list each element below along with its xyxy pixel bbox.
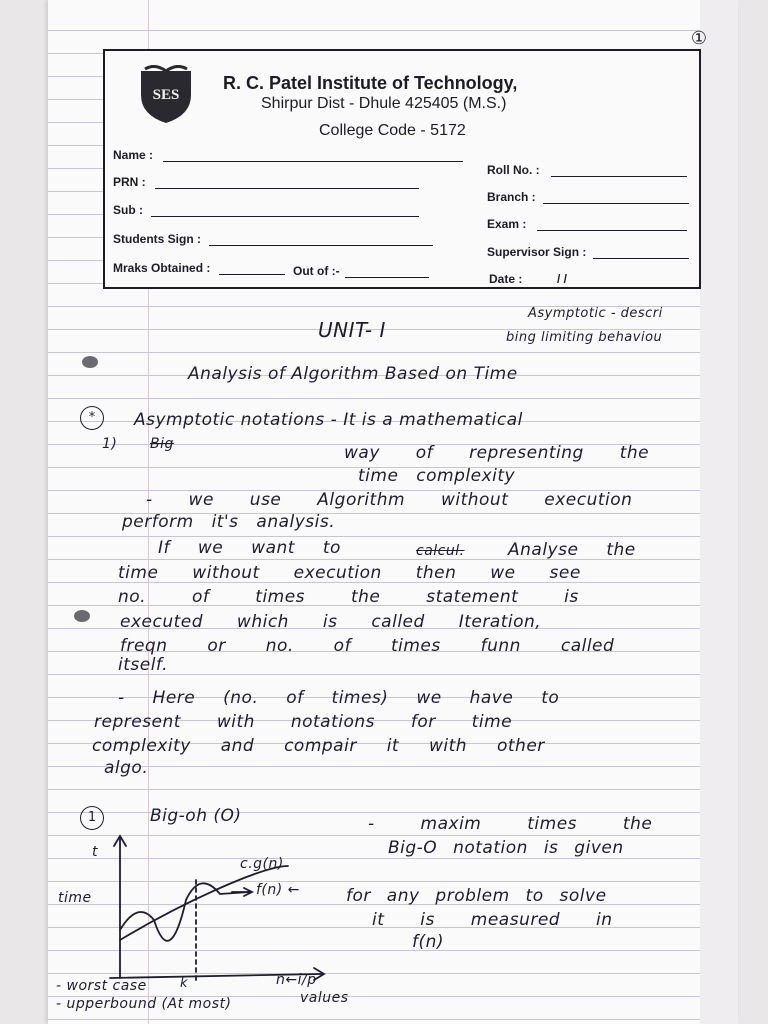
page-edge [700,0,738,1024]
field-line [537,230,687,231]
fn-label: f(n) ← [256,882,300,898]
note-line: no. of times the statement is [118,587,579,607]
k-label: k [180,976,189,991]
field-out-of: Out of :- [293,264,340,278]
note-line: way of representing the [344,443,650,463]
y-axis-label: t [92,844,98,860]
field-branch: Branch : [487,190,536,204]
note-line: complexity and compair it with other [92,736,545,756]
field-prn: PRN : [113,175,146,189]
note-line: Big-O notation is given [388,838,624,858]
punch-hole [82,356,98,368]
graph-note: - worst case [56,978,147,994]
cg-curve [120,866,288,940]
unit-heading: UNIT- I [318,318,386,342]
note-line: freqn or no. of times funn called [120,636,615,656]
institute-address: Shirpur Dist - Dhule 425405 (M.S.) [261,95,507,112]
field-line [345,277,429,278]
x-axis-values-label: values [300,990,349,1006]
field-supervisor-sign: Supervisor Sign : [487,245,587,259]
field-line [593,258,689,259]
field-line [155,188,419,189]
field-marks-obtained: Mraks Obtained : [113,261,211,275]
svg-text:SES: SES [152,87,180,103]
ses-logo [135,65,197,127]
institute-name: R. C. Patel Institute of Technology, [223,73,518,93]
note-line: time without execution then we see [118,563,581,583]
note-line: time complexity [358,466,516,486]
field-name: Name : [113,148,154,162]
note-line: for any problem to solve [346,886,607,906]
struck-word: Big [150,436,174,452]
section-title: Big-oh (O) [150,806,242,826]
note-line: Analyse the [508,540,636,560]
note-line: Asymptotic notations - It is a mathematical [134,410,523,430]
field-roll-no: Roll No. : [487,163,540,177]
institute-header [103,49,701,289]
date-slashes: / / [557,272,568,286]
field-line [219,274,285,275]
field-line [543,203,689,204]
punch-hole [74,610,90,622]
section-number: 1 [80,806,104,830]
y-axis-word: time [58,890,92,906]
star-bullet: * [80,406,104,430]
fn-curve [120,883,250,941]
margin-note: bing limiting behaviou [506,330,663,345]
note-line: perform it's analysis. [122,512,336,532]
page-number-marker: ① [690,28,708,49]
note-line: - we use Algorithm without execution [146,490,633,510]
note-line: algo. [104,758,149,778]
field-line [151,216,419,217]
note-line-number: 1) [102,436,118,452]
field-date: Date : [489,272,523,286]
note-line: represent with notations for time [94,712,513,732]
margin-note: Asymptotic - descri [528,306,663,321]
note-line: it is measured in [372,910,613,930]
note-line: itself. [118,655,169,675]
note-line: executed which is called Iteration, [120,612,542,632]
field-line [163,161,463,162]
note-line: f(n) [412,932,445,952]
note-line: If we want to [158,538,341,558]
graph-note: - upperbound (At most) [56,996,232,1012]
field-exam: Exam : [487,217,527,231]
struck-word: calcul. [416,543,465,559]
cg-label: c.g(n) [240,856,284,872]
field-line [209,245,433,246]
field-sub: Sub : [113,203,143,217]
field-students-sign: Students Sign : [113,232,201,246]
note-line: - Here (no. of times) we have to [118,688,560,708]
page-title: Analysis of Algorithm Based on Time [188,364,518,384]
field-line [551,176,687,177]
college-code: College Code - 5172 [319,122,466,139]
note-line: - maxim times the [368,814,653,834]
x-axis-label: n←i/p [276,972,317,988]
